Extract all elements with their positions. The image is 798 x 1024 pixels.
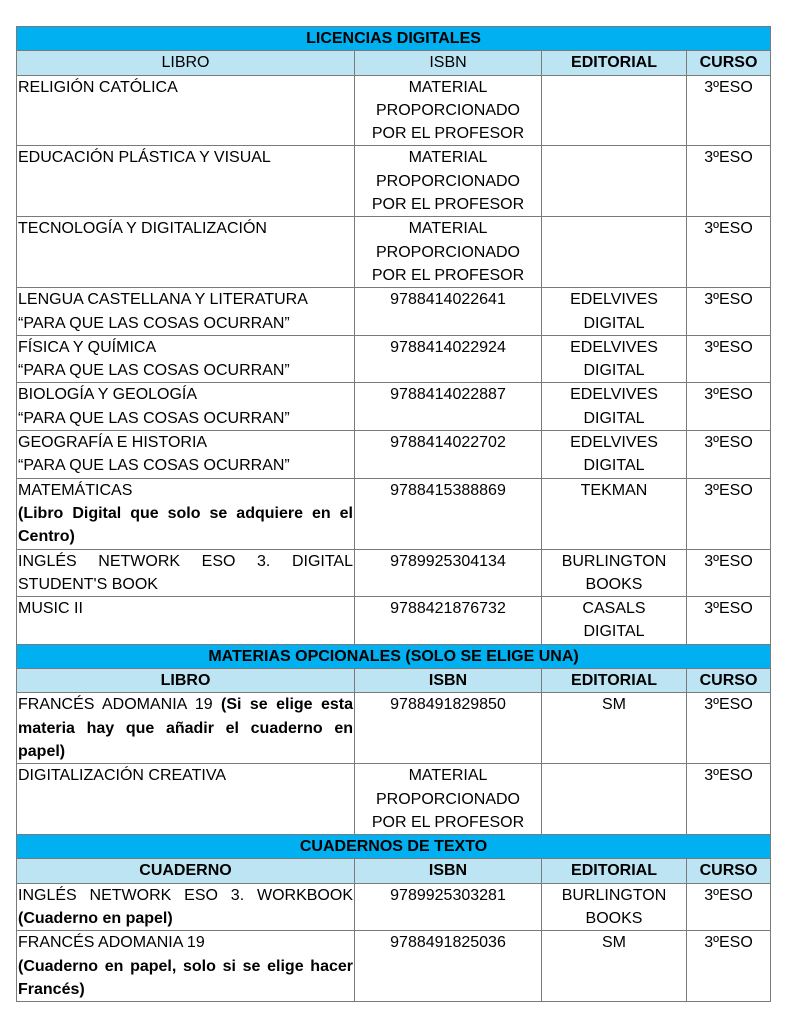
editorial-line: DIGITAL	[583, 314, 645, 332]
book-title: DIGITALIZACIÓN CREATIVA	[17, 764, 355, 835]
editorial-cell	[542, 383, 687, 431]
curso-cell: 3ºESO	[687, 383, 771, 431]
col-header-isbn: ISBN	[355, 51, 542, 75]
editorial-cell	[542, 217, 687, 288]
table-row	[17, 883, 771, 931]
book-title: STUDENT'S BOOK	[18, 575, 158, 593]
book-note: papel)	[18, 742, 66, 760]
section-title: LICENCIAS DIGITALES	[17, 27, 771, 51]
table-row	[17, 549, 771, 597]
curso-cell: 3ºESO	[687, 431, 771, 479]
table-row	[17, 478, 771, 549]
book-note: Francés)	[18, 980, 85, 998]
editorial-cell	[542, 431, 687, 479]
book-cell	[17, 549, 355, 597]
section-title: MATERIAS OPCIONALES (SOLO SE ELIGE UNA)	[17, 644, 771, 668]
editorial-cell	[542, 597, 687, 645]
editorial-line: DIGITAL	[583, 457, 645, 475]
book-title: INGLÉS NETWORK ESO 3. DIGITAL	[18, 552, 353, 570]
isbn-cell	[355, 146, 542, 217]
isbn-cell: 9788491825036	[355, 931, 542, 1002]
book-cell	[17, 693, 355, 764]
curso-cell: 3ºESO	[687, 288, 771, 336]
book-title: FRANCÉS ADOMANIA 19	[18, 696, 213, 714]
editorial-cell	[542, 764, 687, 835]
book-list-table	[16, 26, 771, 1002]
book-cell	[17, 478, 355, 549]
isbn-line: POR EL PROFESOR	[371, 266, 525, 284]
section-title-row	[17, 27, 771, 51]
col-header-curso: CURSO	[687, 669, 771, 693]
editorial-cell	[542, 288, 687, 336]
editorial-cell	[542, 146, 687, 217]
book-note: materia hay que añadir el cuaderno en	[18, 719, 353, 737]
editorial-line: DIGITAL	[583, 362, 645, 380]
book-cell	[17, 883, 355, 931]
book-note: (Cuaderno en papel, solo si se elige hacer	[18, 957, 353, 975]
table-row	[17, 597, 771, 645]
editorial-line: BOOKS	[585, 909, 643, 927]
table-row	[17, 288, 771, 336]
curso-cell: 3ºESO	[687, 335, 771, 383]
editorial-line: EDELVIVES	[570, 434, 658, 452]
editorial-cell: SM	[542, 693, 687, 764]
book-title: GEOGRAFÍA E HISTORIA	[18, 434, 208, 452]
table-row	[17, 931, 771, 1002]
table-row	[17, 217, 771, 288]
isbn-line: MATERIAL	[408, 149, 488, 167]
editorial-line: EDELVIVES	[570, 291, 658, 309]
book-cell	[17, 931, 355, 1002]
book-note: (Libro Digital que solo se adquiere en el	[18, 504, 353, 522]
book-cell	[17, 383, 355, 431]
book-title: MATEMÁTICAS	[18, 481, 133, 499]
col-header-editorial: EDITORIAL	[542, 859, 687, 883]
editorial-line: BURLINGTON	[561, 552, 667, 570]
editorial-line: BURLINGTON	[561, 886, 667, 904]
table-row	[17, 383, 771, 431]
isbn-cell: 9788414022924	[355, 335, 542, 383]
editorial-line: DIGITAL	[583, 409, 645, 427]
isbn-line: PROPORCIONADO	[375, 243, 520, 261]
curso-cell: 3ºESO	[687, 146, 771, 217]
curso-cell: 3ºESO	[687, 883, 771, 931]
isbn-cell: 9788414022887	[355, 383, 542, 431]
book-title: EDUCACIÓN PLÁSTICA Y VISUAL	[17, 146, 355, 217]
table-row	[17, 335, 771, 383]
col-header-isbn: ISBN	[355, 669, 542, 693]
curso-cell: 3ºESO	[687, 764, 771, 835]
editorial-line: DIGITAL	[583, 623, 645, 641]
book-subtitle: “PARA QUE LAS COSAS OCURRAN”	[18, 457, 290, 475]
table-row	[17, 764, 771, 835]
isbn-line: PROPORCIONADO	[375, 101, 520, 119]
book-subtitle: “PARA QUE LAS COSAS OCURRAN”	[18, 362, 290, 380]
book-cell	[17, 431, 355, 479]
isbn-cell: 9788421876732	[355, 597, 542, 645]
isbn-line: POR EL PROFESOR	[371, 196, 525, 214]
book-note: (Cuaderno en papel)	[18, 909, 173, 927]
column-header-row	[17, 51, 771, 75]
book-note: Centro)	[18, 528, 75, 546]
book-title: INGLÉS NETWORK ESO 3. WORKBOOK	[18, 886, 353, 904]
col-header-editorial: EDITORIAL	[542, 669, 687, 693]
curso-cell: 3ºESO	[687, 75, 771, 146]
column-header-row	[17, 669, 771, 693]
isbn-line: PROPORCIONADO	[375, 790, 520, 808]
book-title: RELIGIÓN CATÓLICA	[17, 75, 355, 146]
col-header-editorial: EDITORIAL	[542, 51, 687, 75]
isbn-line: POR EL PROFESOR	[371, 813, 525, 831]
book-title: FRANCÉS ADOMANIA 19	[18, 934, 205, 952]
curso-cell: 3ºESO	[687, 478, 771, 549]
isbn-cell: 9788491829850	[355, 693, 542, 764]
isbn-cell	[355, 764, 542, 835]
isbn-line: MATERIAL	[408, 78, 488, 96]
book-title-line	[18, 693, 353, 716]
isbn-cell	[355, 75, 542, 146]
curso-cell: 3ºESO	[687, 693, 771, 764]
isbn-line: MATERIAL	[408, 220, 488, 238]
editorial-cell	[542, 549, 687, 597]
book-title: BIOLOGÍA Y GEOLOGÍA	[18, 386, 198, 404]
book-title: TECNOLOGÍA Y DIGITALIZACIÓN	[17, 217, 355, 288]
editorial-cell: SM	[542, 931, 687, 1002]
book-cell	[17, 335, 355, 383]
isbn-line: PROPORCIONADO	[375, 172, 520, 190]
isbn-line: POR EL PROFESOR	[371, 125, 525, 143]
curso-cell: 3ºESO	[687, 549, 771, 597]
book-cell	[17, 288, 355, 336]
column-header-row	[17, 859, 771, 883]
table-row	[17, 75, 771, 146]
table-row	[17, 431, 771, 479]
isbn-cell: 9788414022641	[355, 288, 542, 336]
isbn-cell: 9789925303281	[355, 883, 542, 931]
book-subtitle: “PARA QUE LAS COSAS OCURRAN”	[18, 409, 290, 427]
table-row	[17, 693, 771, 764]
curso-cell: 3ºESO	[687, 597, 771, 645]
curso-cell: 3ºESO	[687, 217, 771, 288]
editorial-cell	[542, 75, 687, 146]
isbn-cell: 9788415388869	[355, 478, 542, 549]
isbn-line: MATERIAL	[408, 767, 488, 785]
col-header-book: LIBRO	[17, 51, 355, 75]
editorial-cell: TEKMAN	[542, 478, 687, 549]
col-header-curso: CURSO	[687, 859, 771, 883]
editorial-cell	[542, 883, 687, 931]
section-title-row	[17, 644, 771, 668]
editorial-line: CASALS	[582, 600, 646, 618]
table-row	[17, 146, 771, 217]
book-title: MUSIC II	[17, 597, 355, 645]
isbn-cell: 9789925304134	[355, 549, 542, 597]
col-header-book: CUADERNO	[17, 859, 355, 883]
isbn-cell	[355, 217, 542, 288]
curso-cell: 3ºESO	[687, 931, 771, 1002]
book-title: LENGUA CASTELLANA Y LITERATURA	[18, 291, 308, 309]
editorial-line: EDELVIVES	[570, 338, 658, 356]
editorial-line: BOOKS	[585, 575, 643, 593]
col-header-book: LIBRO	[17, 669, 355, 693]
book-subtitle: “PARA QUE LAS COSAS OCURRAN”	[18, 314, 290, 332]
section-title: CUADERNOS DE TEXTO	[17, 835, 771, 859]
book-note: (Si se elige esta	[221, 696, 353, 714]
col-header-curso: CURSO	[687, 51, 771, 75]
section-title-row	[17, 835, 771, 859]
editorial-line: EDELVIVES	[570, 386, 658, 404]
book-title: FÍSICA Y QUÍMICA	[18, 338, 157, 356]
col-header-isbn: ISBN	[355, 859, 542, 883]
isbn-cell: 9788414022702	[355, 431, 542, 479]
editorial-cell	[542, 335, 687, 383]
